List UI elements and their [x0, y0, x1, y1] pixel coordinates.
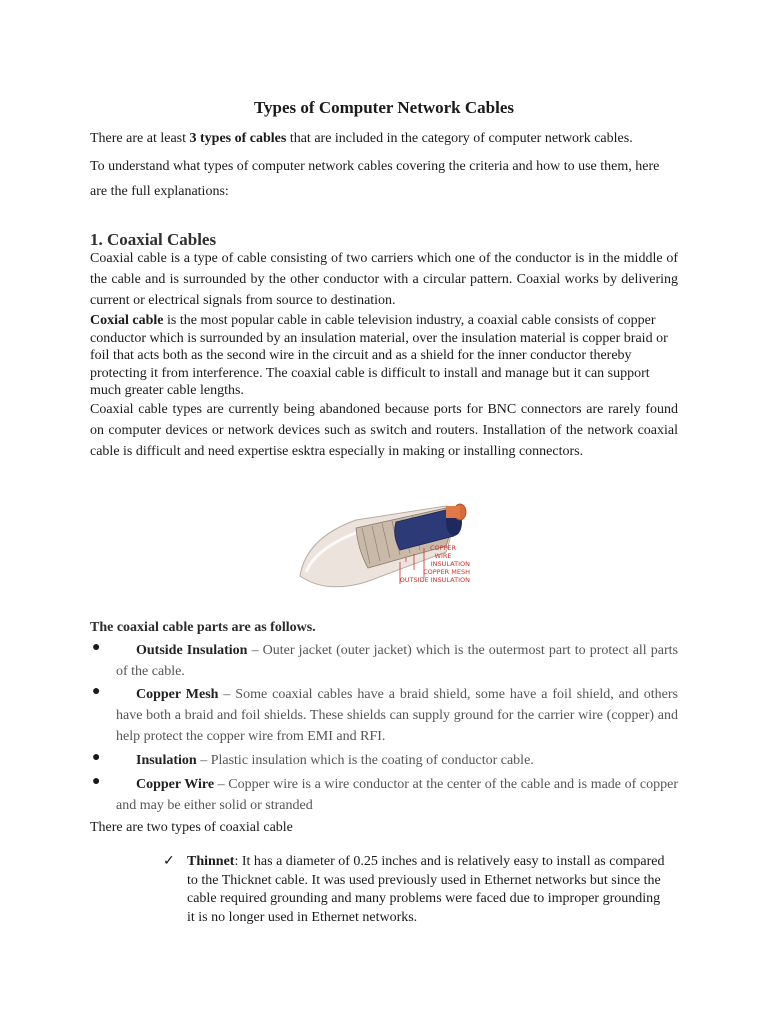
- coaxial-paragraph-2-text: is the most popular cable in cable television industry, a coaxial cable consists of copper conductor which is surrounded by an insulation material, over the insulation material is copper braid or foil that acts both as the second wire in the circuit and as a shield for the inner conductor thereby protecting it from interference. The coaxial cable is difficult to install and manage but it can support much greater cable lengths.: [90, 313, 668, 398]
- part-desc: – Plastic insulation which is the coating of conductor cable.: [196, 753, 534, 768]
- page-title: Types of Computer Network Cables: [253, 98, 515, 117]
- part-desc: – Outer jacket (outer jacket) which is the outermost part to protect all parts of the cable.: [116, 643, 678, 679]
- label-insulation: INSULATION: [430, 560, 470, 568]
- bullet-icon: ●: [92, 750, 101, 765]
- coaxial-paragraph-2: [90, 312, 678, 400]
- checkmark-icon: ✓: [163, 854, 175, 869]
- section-heading-coaxial: 1. Coaxial Cables: [90, 230, 217, 249]
- part-name: Outside Insulation: [136, 643, 248, 658]
- label-outside-insulation: OUTSIDE INSULATION: [399, 576, 470, 584]
- parts-heading: The coaxial cable parts are as follows.: [90, 620, 316, 635]
- part-copper-mesh: [116, 684, 678, 747]
- bullet-icon: ●: [92, 774, 101, 789]
- part-insulation: [116, 750, 678, 771]
- thinnet-bold: Thinnet: [187, 854, 235, 869]
- part-outside-insulation: [116, 640, 678, 682]
- coxial-bold: Coxial cable: [90, 313, 164, 328]
- part-copper-wire: [116, 774, 678, 816]
- types-line: There are two types of coaxial cable: [90, 820, 293, 835]
- intro-paragraph-2: To understand what types of computer network cables covering the criteria and how to use them, here are the full explanations:: [90, 159, 660, 199]
- part-name: Copper Mesh: [136, 687, 219, 702]
- bullet-icon: ●: [92, 640, 101, 655]
- bullet-icon: ●: [92, 684, 101, 699]
- label-copper-wire: COPPER WIRE: [429, 544, 457, 560]
- figure-labels: [374, 544, 470, 584]
- label-copper-mesh: COPPER MESH: [423, 568, 470, 576]
- part-desc: – Some coaxial cables have a braid shield, some have a foil shield, and others have both a braid and foil shields. These shields can supply ground for the carrier wire (copper) and help protect the copper wire from EMI and RFI.: [116, 687, 678, 744]
- intro-text: There are at least: [90, 131, 190, 146]
- intro-bold: 3 types of cables: [189, 131, 287, 146]
- thinnet-paragraph: [187, 853, 671, 927]
- coaxial-paragraph-3: Coaxial cable types are currently being abandoned because ports for BNC connectors are rarely found on computer devices or network devices such as switch and routers. Installation of the network coaxial cable is difficult and need expertise esktra especially in making or installing connectors.: [90, 402, 678, 459]
- coaxial-paragraph-1: Coaxial cable is a type of cable consisting of two carriers which one of the conductor is in the middle of the cable and is surrounded by the other conductor with a circular pattern. Coaxial works by delivering current or electrical signals from source to destination.: [90, 251, 678, 308]
- intro-text-end: that are included in the category of computer network cables.: [286, 131, 633, 146]
- part-name: Copper Wire: [136, 777, 215, 792]
- part-desc: – Copper wire is a wire conductor at the center of the cable and is made of copper and may be either solid or stranded: [116, 777, 678, 813]
- part-name: Insulation: [136, 753, 197, 768]
- intro-paragraph: [90, 128, 678, 149]
- thinnet-text: : It has a diameter of 0.25 inches and is relatively easy to install as compared to the Thicknet cable. It was used previously used in Ethernet networks but since the cable required grounding and many problems were faced due to improper grounding it is no longer used in Ethernet networks.: [187, 854, 665, 925]
